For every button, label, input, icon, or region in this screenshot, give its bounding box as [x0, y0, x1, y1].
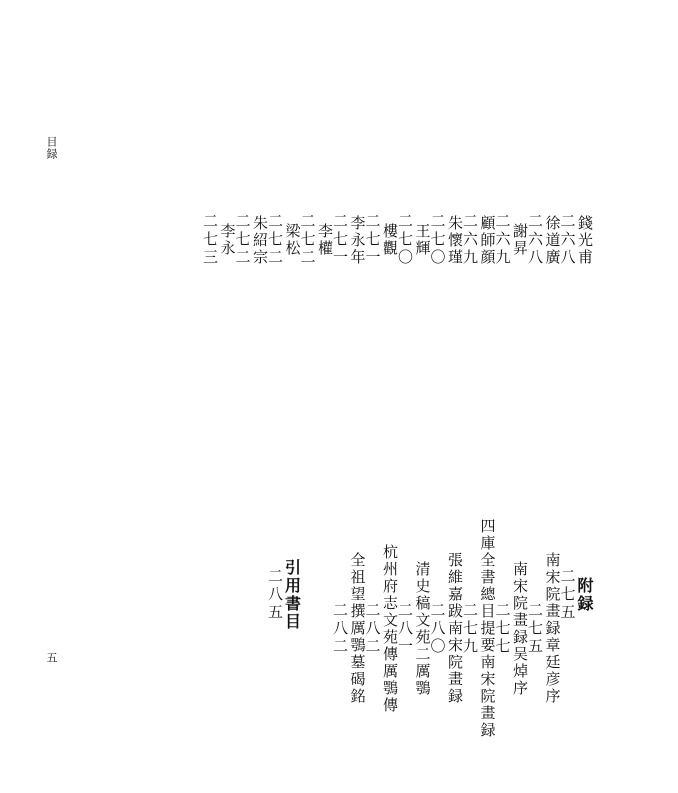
toc-entry-page: 二六九 — [493, 213, 512, 267]
toc-entry-name: 四庫全書總目提要南宋院畫録 — [478, 518, 497, 739]
toc-entry-name: 錢光甫 — [576, 214, 594, 266]
toc-entry-name: 李永年 — [348, 214, 367, 266]
running-head-title: 目録 — [45, 136, 58, 160]
toc-entry-page: 二七五 — [526, 601, 544, 656]
appendix-heading: 附録 — [575, 576, 594, 613]
toc-entry — [430, 430, 463, 793]
page-number: 五 — [45, 652, 58, 664]
toc-entry — [560, 97, 593, 383]
toc-entry-name: 李永 — [218, 223, 237, 257]
toc-entry-page: 二七〇 — [428, 213, 447, 267]
toc-entry-name: 清史稿文苑二厲鶚 — [413, 560, 432, 697]
toc-entry-name: 杭州府志文苑傳厲鶚傳 — [381, 543, 399, 714]
toc-entry-appendix — [560, 430, 593, 759]
toc-entry-page: 二八〇 — [428, 601, 447, 656]
toc-entry — [495, 97, 528, 383]
toc-entry-page: 二七三 — [201, 213, 219, 267]
toc-entry — [527, 97, 560, 383]
toc-entry-page: 二七二 — [298, 213, 317, 267]
toc-entry — [332, 430, 365, 793]
toc-entry — [267, 97, 300, 383]
toc-entry-page: 二七七 — [493, 601, 512, 656]
toc-entry-name: 王輝 — [413, 223, 432, 257]
toc-entry-name: 徐道廣 — [543, 214, 562, 266]
toc-entry — [235, 97, 268, 383]
toc-entry — [365, 430, 398, 793]
toc-entry-page: 二六八 — [526, 213, 544, 267]
toc-entry-name: 全祖望撰厲鶚墓碣銘 — [348, 552, 367, 705]
toc-entry-name: 謝昇 — [511, 223, 529, 257]
toc-entry — [202, 97, 235, 383]
toc-entry-name: 南宋院畫録吴焯序 — [511, 560, 529, 697]
toc-entry — [527, 430, 560, 793]
column-spacer — [300, 430, 333, 759]
toc-entry-page: 二七一 — [331, 213, 349, 267]
toc-entry-name: 朱懷瑾 — [446, 214, 464, 266]
toc-entry-name: 顧師顔 — [478, 214, 497, 266]
toc-entry — [300, 97, 333, 383]
toc-entry-page: 二七一 — [363, 213, 382, 267]
toc-entry-page: 二八一 — [396, 601, 414, 656]
toc-entry — [430, 97, 463, 383]
toc-entry-page: 二八二 — [363, 601, 382, 656]
toc-entry-name: 南宋院畫録章廷彦序 — [543, 552, 562, 705]
toc-entry-page: 二六八 — [558, 213, 577, 267]
toc-entry — [462, 430, 495, 793]
toc-entry — [462, 97, 495, 383]
references-heading: 引用書目 — [282, 558, 302, 631]
toc-entry — [365, 97, 398, 383]
toc-entry-name: 張維嘉跋南宋院畫録 — [446, 552, 464, 705]
toc-entry-page: 二八二 — [331, 601, 349, 656]
toc-entry — [332, 97, 365, 383]
toc-entry-page: 二七〇 — [396, 213, 414, 267]
toc-entry-name: 朱紹宗 — [251, 214, 269, 266]
toc-top-block — [202, 97, 592, 383]
toc-entry-page: 二七九 — [461, 601, 479, 656]
toc-entry — [495, 430, 528, 793]
toc-entry-page: 二七五 — [558, 567, 577, 622]
toc-entry-page: 二七二 — [233, 213, 252, 267]
toc-entry-name: 李權 — [316, 223, 334, 257]
toc-entry — [397, 430, 430, 793]
toc-entry-name: 樓觀 — [381, 223, 399, 257]
toc-entry-name: 梁松 — [283, 223, 302, 257]
toc-bottom-block — [267, 430, 592, 759]
toc-entry-page: 二六九 — [461, 213, 479, 267]
toc-entry-page: 二八五 — [266, 567, 284, 622]
toc-entry-page: 二七二 — [266, 213, 284, 267]
toc-entry — [397, 97, 430, 383]
toc-entry-references — [267, 430, 300, 759]
